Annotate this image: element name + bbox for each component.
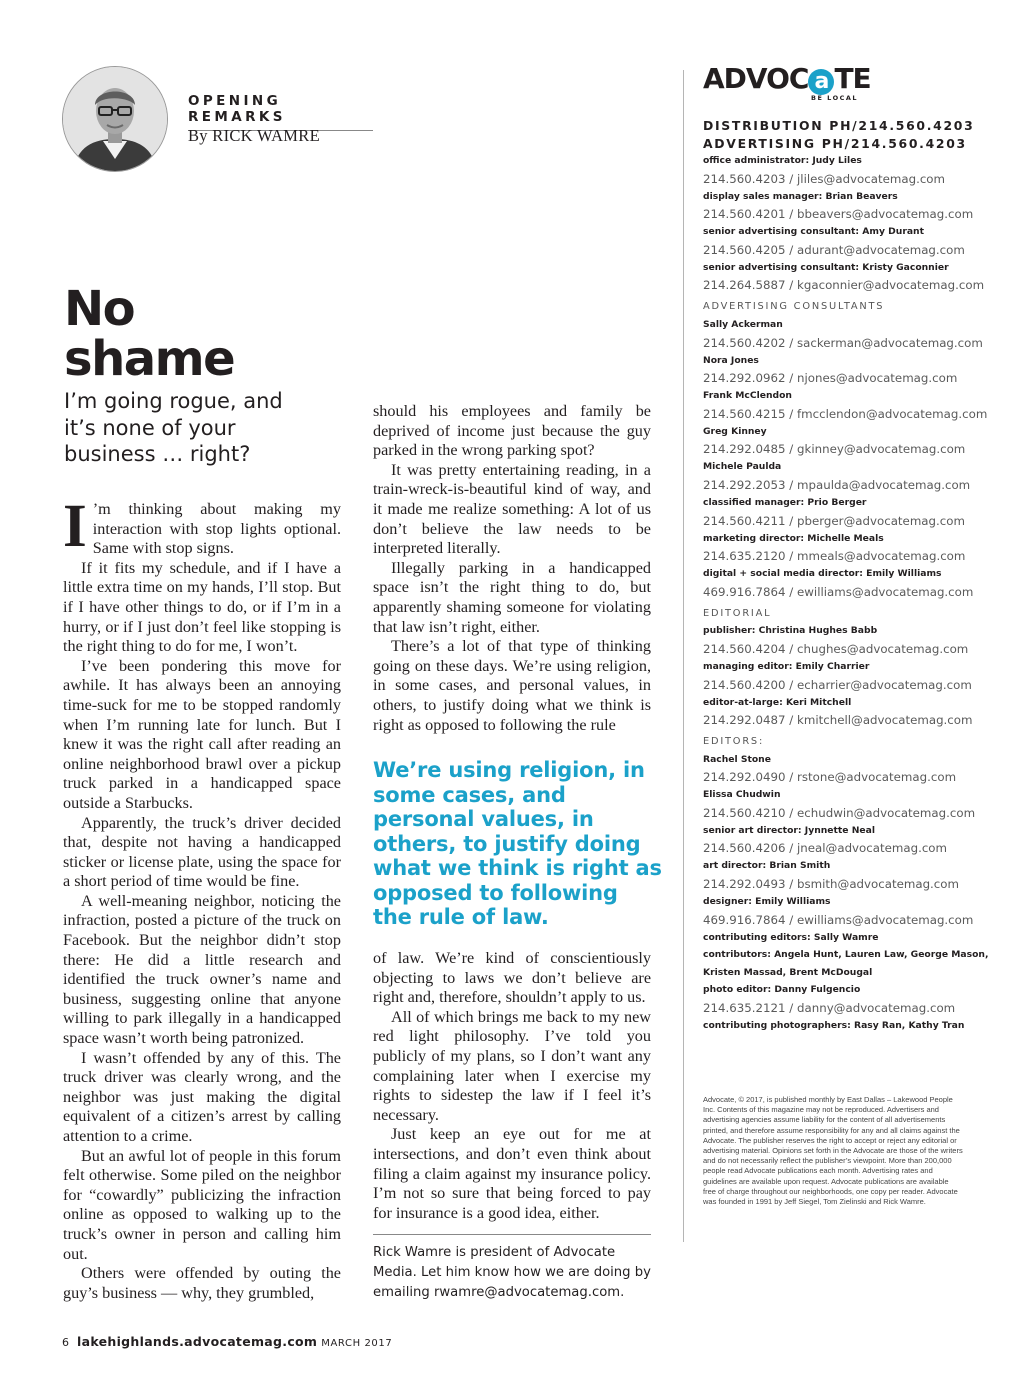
author-portrait-image xyxy=(63,67,167,171)
logo-tagline: BE LOCAL xyxy=(811,94,859,102)
body-paragraph: There’s a lot of that type of thinking going on these days. We’re using religion, in some cases, and personal values, in others, to justify doing what we think is right as opposed to following the rule xyxy=(373,637,651,734)
body-paragraph: A well-meaning neighbor, noticing the infraction, posted a picture of the truck on Facebook. But the neighbor didn’t stop there: He did a little research and identified the truck owner’s name and business, suggesting online that anyone willing to park illegally in a handicapped space wasn’t worth being patronized. xyxy=(63,891,341,1048)
body-paragraph: Apparently, the truck’s driver decided that, despite not having a handicapped sticker or license plate, using the space for a short period of time would be fine. xyxy=(63,813,341,891)
staff-entry: senior art director: Jynnette Neal 214.560.4206 / jneal@advocatemag.com xyxy=(703,824,948,856)
body-paragraph: Illegally parking in a handicapped space isn’t the right thing to do, but apparently shaming someone for violating that law isn’t right, either. xyxy=(373,558,651,636)
masthead-divider xyxy=(683,70,684,1242)
staff-entry: photo editor: Danny Fulgencio 214.635.2121 / danny@advocatemag.com xyxy=(703,984,956,1016)
body-paragraph: If it fits my schedule, and if I have a little extra time on my hands, I’ll stop. But if I have other things to do, or if I’m in a hurry, or if I just don’t feel like stopping is the right thing to do for me, I won’t. xyxy=(63,558,341,656)
staff-entry: Greg Kinney 214.292.0485 / gkinney@advocatemag.com xyxy=(703,425,966,457)
staff-entry: senior advertising consultant: Kristy Gaconnier 214.264.5887 / kgaconnier@advocatemag.com xyxy=(703,261,985,293)
website-url: lakehighlands.advocatemag.com xyxy=(77,1334,318,1349)
contributing-photographers: contributing photographers: Rasy Ran, Kathy Tran xyxy=(703,1020,965,1032)
body-paragraph: Just keep an eye out for me at intersections, and don’t even think about filing a claim against my insurance policy. I’m not so sure that being forced to pay for insurance is a good idea, either. xyxy=(373,1125,651,1222)
body-paragraph: Others were offended by outing the guy’s business — why, they grumbled, xyxy=(63,1264,341,1302)
staff-entry: Frank McClendon 214.560.4215 / fmcclendon@advocatemag.com xyxy=(703,390,988,421)
staff-entry: managing editor: Emily Charrier 214.560.4200 / echarrier@advocatemag.com xyxy=(703,660,972,692)
body-paragraph: should his employees and family be deprived of income just because the guy parked in the wrong parking spot? xyxy=(373,402,651,460)
body-paragraph: But an awful lot of people in this forum felt otherwise. Some piled on the neighbor for “cowardly” publicizing the infraction online as opposed to walking up to the truck’s owner in person and calling him out. xyxy=(63,1146,341,1263)
byline: By RICK WAMRE xyxy=(188,126,320,145)
body-paragraph: It was pretty entertaining reading, in a train-wreck-is-beautiful kind of way, and it made me realize something: A lot of us don’t believe the law needs to be interpreted literally. xyxy=(373,460,651,558)
staff-entry: classified manager: Prio Berger 214.560.4211 / pberger@advocatemag.com xyxy=(703,496,965,528)
article-column-1 xyxy=(63,493,341,1303)
staff-entry: office administrator: Judy Liles 214.560.4203 / jliles@advocatemag.com xyxy=(703,155,946,186)
body-paragraph: I’ve been pondering this move for awhile. It has always been an annoying time-suck for me to be stopped randomly when I’m running late for lunch. But I knew it was the right call after reading an online neighborhood brawl over a pickup truck parked in a handicapped space outside a Starbucks. xyxy=(63,656,341,812)
staff-entry: display sales manager: Brian Beavers 214.560.4201 / bbeavers@advocatemag.com xyxy=(703,190,974,222)
article-column-2-top xyxy=(373,402,651,735)
contributing-editors: contributing editors: Sally Wamre xyxy=(703,931,879,943)
page-footer xyxy=(62,1331,392,1350)
staff-entry: designer: Emily Williams 469.916.7864 / ewilliams@advocatemag.com xyxy=(703,896,974,927)
headline-line-2: shame xyxy=(64,331,235,387)
staff-entry: editor-at-large: Keri Mitchell 214.292.0487 / kmitchell@advocatemag.com xyxy=(703,696,973,728)
headline-line-1: No xyxy=(64,281,135,337)
drop-cap: I xyxy=(63,493,87,560)
logo-a-mark: a xyxy=(808,69,834,95)
staff-entry: art director: Brian Smith 214.292.0493 / bsmith@advocatemag.com xyxy=(703,860,960,892)
copyright-notice: Advocate, © 2017, is published monthly by East Dallas – Lakewood People Inc. Contents of this magazine may not be reproduced. Advertisers and advertising agencies assume liability for the content of all advertisements printed, and therefore assume responsibility for any and all claims against the Advocate. The publisher reserves the right to accept or reject any editorial or advertising material. Opinions set forth in the Advocate are those of the writers and do not necessarily reflect the publisher’s viewpoint. More than 200,000 people read Advocate publications each month. Advertising rates and guidelines are available upon request. Advocate publications are available free of charge throughout our neighborhoods, one copy per reader. Advocate was founded in 1991 by Jeff Siegel, Tom Zielinski and Rick Wamre. xyxy=(703,1095,963,1207)
staff-entry: Rachel Stone 214.292.0490 / rstone@advocatemag.com xyxy=(703,753,957,785)
editorial-heading: EDITORIAL xyxy=(703,607,772,619)
issue-date: MARCH 2017 xyxy=(321,1338,393,1349)
section-kicker: OPENING REMARKS xyxy=(188,93,373,131)
masthead xyxy=(703,117,1003,1035)
article-column-2-bottom xyxy=(373,949,651,1223)
body-paragraph: of law. We’re kind of conscientiously objecting to laws we don’t believe are right and, therefore, shouldn’t apply to us. xyxy=(373,949,651,1007)
distribution-phone: DISTRIBUTION PH/214.560.4203 xyxy=(703,118,975,133)
article-deck: I’m going rogue, and it’s none of your business … right? xyxy=(64,389,283,466)
advertising-phone: ADVERTISING PH/214.560.4203 xyxy=(703,135,967,151)
body-paragraph: I ’m thinking about making my interaction with stop lights optional. Same with stop signs. xyxy=(63,493,341,560)
advocate-logo: ADVOC a TE xyxy=(703,62,871,95)
pull-quote: We’re using religion, in some cases, and personal values, in others, to justify doing what we think is right as opposed to following the rule of law. xyxy=(373,758,662,929)
page-number: 6 xyxy=(62,1336,69,1349)
staff-entry: digital + social media director: Emily Williams 469.916.7864 / ewilliams@advocatemag.com xyxy=(703,568,974,599)
staff-entry: Sally Ackerman 214.560.4202 / sackerman@advocatemag.com xyxy=(703,318,983,350)
staff-entry: senior advertising consultant: Amy Durant 214.560.4205 / adurant@advocatemag.com xyxy=(703,226,965,257)
author-bio: Rick Wamre is president of Advocate Media. Let him know how we are doing by emailing rwamre@advocatemag.com. xyxy=(373,1245,651,1300)
body-paragraph: I wasn’t offended by any of this. The truck driver was clearly wrong, and the neighbor was just making the digital equivalent of a citizen’s arrest by calling attention to a crime. xyxy=(63,1048,341,1145)
contributors-line-1: contributors: Angela Hunt, Lauren Law, George Mason, xyxy=(703,949,989,961)
staff-entry: Michele Paulda 214.292.2053 / mpaulda@advocatemag.com xyxy=(703,461,971,492)
staff-entry: Nora Jones 214.292.0962 / njones@advocatemag.com xyxy=(703,354,958,386)
author-photo xyxy=(62,66,168,172)
contributors-line-2: Kristen Massad, Brent McDougal xyxy=(703,966,873,978)
article-headline xyxy=(64,281,364,387)
staff-entry: marketing director: Michelle Meals 214.635.2120 / mmeals@advocatemag.com xyxy=(703,532,966,564)
editors-heading: EDITORS: xyxy=(703,736,765,748)
body-paragraph: All of which brings me back to my new red light philosophy. I’ve told you publicly of my plans, so I don’t want any complaining later when I exercise my rights to sidestep the law if I feel it’s necessary. xyxy=(373,1007,651,1124)
consultants-heading: ADVERTISING CONSULTANTS xyxy=(703,301,885,313)
bio-divider xyxy=(373,1234,651,1235)
staff-entry: Elissa Chudwin 214.560.4210 / echudwin@advocatemag.com xyxy=(703,789,976,820)
staff-entry: publisher: Christina Hughes Babb 214.560.4204 / chughes@advocatemag.com xyxy=(703,625,969,656)
